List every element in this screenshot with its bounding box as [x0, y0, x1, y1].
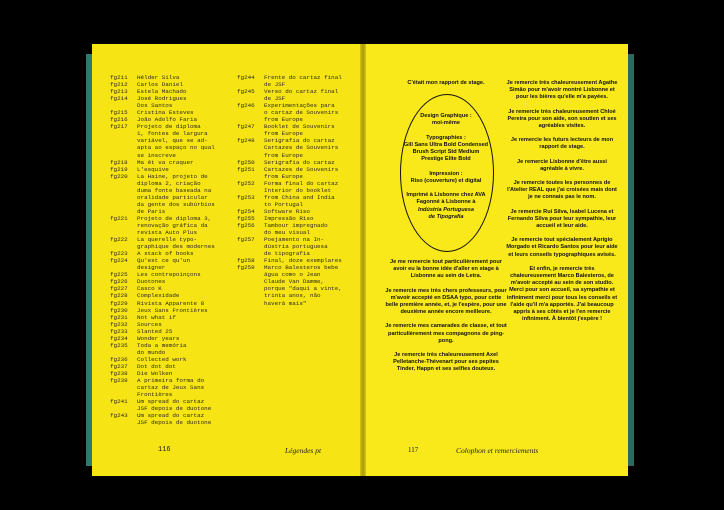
left-page — [92, 44, 360, 476]
caption-row — [110, 215, 215, 222]
left-section-title: Légendes pt — [285, 446, 322, 455]
caption-row — [110, 356, 215, 363]
caption-text: Toda a memória — [137, 341, 187, 349]
caption-text: Marco Balesteros bebe — [264, 264, 339, 272]
caption-text: Um spread do cartaz — [137, 398, 205, 406]
caption-row — [110, 102, 215, 109]
caption-text: de JSF — [264, 95, 286, 103]
caption-row — [110, 229, 215, 236]
caption-row — [237, 123, 342, 130]
caption-text: trinta anos, não — [264, 292, 321, 300]
caption-row — [110, 328, 215, 335]
caption-text: Casco K — [137, 285, 162, 293]
caption-row — [110, 278, 215, 285]
caption-text: from Europe — [264, 130, 303, 138]
caption-text: Jeux Sans Frontières — [137, 306, 208, 314]
caption-row — [237, 130, 342, 137]
figure-ref: fg234 — [110, 334, 128, 342]
caption-row — [237, 278, 342, 285]
caption-row — [110, 137, 215, 144]
caption-text: da gente dos subúrbios — [137, 200, 215, 208]
caption-text: Die Wolken — [137, 369, 173, 377]
caption-row — [237, 292, 342, 299]
figure-ref: fg237 — [110, 362, 128, 370]
right-page-number: 117 — [408, 446, 419, 454]
thanks-paragraph: Je remercie Rui Silva, Isabel Lucena et Fernando Silva pour leur sympathie, leur accueil et leur aide. — [507, 208, 617, 230]
caption-row — [110, 264, 215, 271]
caption-text: from Europe — [264, 116, 303, 124]
caption-text: Slanted 25 — [137, 327, 173, 335]
caption-text: Rivista Apparente 8 — [137, 299, 205, 307]
caption-row — [110, 194, 215, 201]
caption-row — [237, 229, 342, 236]
colophon-line: Brush Script Std Medium — [412, 149, 480, 155]
colophon-text — [388, 113, 504, 221]
caption-text: Estela Machado — [137, 88, 187, 96]
caption-row — [237, 300, 342, 307]
caption-text: 1, fontes de largura — [137, 130, 208, 138]
caption-text: de tipografia — [264, 250, 310, 258]
caption-text: Cartazes de Souvenirs — [264, 165, 339, 173]
caption-row — [237, 109, 342, 116]
colophon-line: Riso (couverture) et digital — [410, 177, 482, 184]
caption-row — [237, 201, 342, 208]
caption-row — [110, 123, 215, 130]
caption-row — [110, 109, 215, 116]
caption-row — [110, 405, 215, 412]
caption-text: Dos Santos — [137, 102, 173, 110]
caption-text: Claude Van Damme, — [264, 278, 325, 286]
figure-ref: fg258 — [237, 257, 255, 265]
caption-row — [237, 187, 342, 194]
figure-ref: fg246 — [237, 102, 255, 110]
caption-row — [237, 194, 342, 201]
figure-ref: fg229 — [110, 299, 128, 307]
thanks-paragraph: Je remercie Lisbonne d'être aussi agréable à vivre. — [517, 158, 607, 172]
caption-row — [237, 88, 342, 95]
colophon-line — [388, 163, 504, 170]
colophon-line — [388, 185, 504, 192]
figure-ref: fg250 — [237, 158, 255, 166]
caption-row — [110, 116, 215, 123]
figure-ref: fg255 — [237, 214, 255, 222]
colophon-line: Gill Sans Ultra Bold Condensed — [403, 141, 489, 148]
caption-text: from Europe — [264, 172, 303, 180]
booklet-right-edge — [628, 54, 634, 466]
caption-row — [110, 201, 215, 208]
thanks-paragraph: Je remercie toutes les personnes de l'Atelier REAL que j'ai croisées mais dont je ne connais pas le nom. — [507, 180, 617, 201]
figure-ref: fg230 — [110, 306, 128, 314]
caption-text: Forma final do cartaz — [264, 179, 339, 187]
caption-text: A primeira forma do — [137, 377, 205, 385]
caption-text: variável, que se ad- — [137, 137, 208, 145]
caption-text: Complexidade — [137, 292, 180, 300]
caption-text: do mundo — [137, 348, 166, 356]
figure-ref: fg239 — [110, 377, 128, 385]
caption-text: graphique des modernes — [137, 243, 215, 251]
caption-row — [110, 257, 215, 264]
figure-ref: fg236 — [110, 355, 128, 363]
figure-ref: fg259 — [237, 264, 255, 272]
caption-text: se inscreve — [137, 151, 176, 159]
caption-text: Software Riso — [264, 207, 310, 215]
figure-ref: fg216 — [110, 116, 128, 124]
thanks-paragraph: Je remercie tout spécialement Aprígio Morgado et Ricardo Santos pour leur aide et leurs conseils typographiques avisés. — [506, 237, 618, 258]
caption-row — [110, 321, 215, 328]
caption-text: Tambour impregnado — [264, 221, 328, 229]
colophon-line: moi-même — [432, 120, 460, 127]
thanks-paragraph: Je remercie mes très chers professeurs, pour m'avoir accepté en DSAA typo, pour cette belle première année, et, je l'espère, pour une deuxième année encore meilleure. — [385, 287, 507, 316]
caption-text: Hélder Silva — [137, 74, 180, 81]
figure-ref: fg223 — [110, 250, 128, 258]
figure-ref: fg221 — [110, 214, 128, 222]
caption-text: Booklet de Souvenirs — [264, 123, 335, 131]
caption-row — [110, 419, 215, 426]
thanks-left-column — [384, 259, 508, 381]
thanks-right-column — [506, 80, 618, 330]
caption-text: Serigrafia do cartaz — [264, 137, 335, 145]
colophon-line: de Tipografia — [428, 213, 464, 220]
figure-ref: fg213 — [110, 88, 128, 96]
caption-text: Verso do cartaz final — [264, 88, 339, 96]
caption-text: A stack of books — [137, 250, 194, 258]
caption-row — [237, 285, 342, 292]
figure-ref: fg217 — [110, 123, 128, 131]
caption-text: Cristina Esteves — [137, 109, 194, 117]
colophon-line: Imprimé à Lisbonne chez AVA — [406, 192, 486, 199]
caption-row — [110, 363, 215, 370]
caption-text: La Haine, projeto de — [137, 172, 208, 180]
caption-text: Serigrafia do cartaz — [264, 158, 335, 166]
caption-text: from Europe — [264, 151, 303, 159]
caption-text: from China and India — [264, 193, 335, 201]
caption-row — [110, 208, 215, 215]
colophon-line: Design Graphique : — [420, 113, 472, 119]
caption-row — [110, 377, 215, 384]
thanks-paragraph: Et enfin, je remercie très chaleureusement Marco Balesteros, de m'avoir accepté au sein de son studio. Merci pour son accueil, sa sympathie et infiniment merci pour tous les conseils et l'aide qu'il m'a apportés. J'ai beaucoup appris à ses côtés et je l'en remercie infiniment. À bientôt j'espère ! — [506, 265, 618, 323]
caption-row — [237, 208, 342, 215]
caption-row — [237, 264, 342, 271]
figure-ref: fg243 — [110, 412, 128, 420]
caption-row — [237, 180, 342, 187]
caption-row — [110, 250, 215, 257]
caption-text: La querelle typo- — [137, 236, 198, 244]
caption-text: JSF depois de duotone — [137, 405, 212, 413]
caption-row — [237, 144, 342, 151]
figure-ref: fg212 — [110, 81, 128, 89]
caption-text: João Adolfo Faria — [137, 116, 198, 124]
caption-row — [237, 215, 342, 222]
caption-text: cartaz de Jeux Sans — [137, 384, 205, 392]
caption-text: do meu visual — [264, 229, 310, 237]
figure-ref: fg227 — [110, 285, 128, 293]
figure-ref: fg228 — [110, 292, 128, 300]
caption-row — [237, 116, 342, 123]
caption-row — [237, 222, 342, 229]
caption-text: Projeto de diploma 3, — [137, 214, 212, 222]
figure-ref: fg231 — [110, 313, 128, 321]
caption-text: de Paris — [137, 207, 166, 215]
caption-row — [110, 349, 215, 356]
caption-text: Carlos Daniel — [137, 81, 183, 89]
figure-ref: fg215 — [110, 109, 128, 117]
caption-text: Collected work — [137, 355, 187, 363]
caption-row — [110, 187, 215, 194]
right-page — [366, 44, 628, 476]
caption-row — [110, 180, 215, 187]
caption-text: Les contrepoinçons — [137, 271, 201, 279]
figure-ref: fg244 — [237, 74, 255, 81]
colophon-line: Prestige Elite Bold — [421, 156, 471, 163]
figure-ref: fg248 — [237, 137, 255, 145]
caption-text: Um spread do cartaz — [137, 412, 205, 420]
caption-text: renovação gráfica da — [137, 221, 208, 229]
stage-line: C'était mon rapport de stage. — [407, 80, 485, 86]
caption-text: Projeto de diploma — [137, 123, 201, 131]
colophon-line: Impression : — [429, 170, 463, 177]
figure-ref: fg252 — [237, 179, 255, 187]
caption-text: diploma 2, criação — [137, 179, 201, 187]
caption-text: designer — [137, 264, 166, 272]
colophon-line — [388, 127, 504, 134]
caption-row — [110, 74, 215, 81]
caption-row — [237, 95, 342, 102]
figure-ref: fg220 — [110, 172, 128, 180]
caption-text: Poejamento na In- — [264, 236, 325, 244]
caption-row — [237, 166, 342, 173]
figure-ref: fg257 — [237, 236, 255, 244]
caption-row — [237, 81, 342, 88]
caption-text: de JSF — [264, 81, 286, 89]
right-section-title: Colophon et remerciements — [456, 446, 539, 455]
colophon-line: Fagonné à Lisbonne à — [416, 199, 476, 206]
figure-ref: fg238 — [110, 369, 128, 377]
thanks-paragraph: Je me remercie tout particulièrement pour avoir eu la bonne idée d'aller en stage à Lisbonne au sein de Letra. — [390, 259, 502, 280]
caption-row — [110, 159, 215, 166]
caption-text: dústria portuguesa — [264, 243, 328, 251]
caption-row — [110, 81, 215, 88]
caption-row — [110, 335, 215, 342]
caption-row — [237, 250, 342, 257]
figure-ref: fg219 — [110, 165, 128, 173]
thanks-paragraph: Je remercie très chaleureusement Axel Pelletanche-Thévenart pour ses pepites Tinder, Happn et ses selfies douteux. — [393, 352, 499, 373]
caption-row — [110, 342, 215, 349]
caption-text: oralidade particular — [137, 193, 208, 201]
caption-text: porque "daqui a vinte, — [264, 285, 342, 293]
captions-column-1 — [110, 74, 215, 426]
figure-ref: fg235 — [110, 341, 128, 349]
caption-row — [110, 292, 215, 299]
caption-row — [110, 300, 215, 307]
figure-ref: fg214 — [110, 95, 128, 103]
caption-row — [237, 159, 342, 166]
caption-row — [110, 166, 215, 173]
figure-ref: fg247 — [237, 123, 255, 131]
figure-ref: fg224 — [110, 257, 128, 265]
caption-text: L'esquive — [137, 165, 169, 173]
figure-ref: fg218 — [110, 158, 128, 166]
caption-row — [110, 222, 215, 229]
caption-row — [110, 144, 215, 151]
caption-row — [110, 236, 215, 243]
caption-row — [110, 391, 215, 398]
figure-ref: fg256 — [237, 221, 255, 229]
caption-text: revista Auto Plus — [137, 229, 198, 237]
caption-row — [237, 152, 342, 159]
caption-text: Not what if — [137, 313, 176, 321]
caption-text: Frontières — [137, 391, 173, 399]
caption-row — [110, 384, 215, 391]
caption-text: água como o Jean — [264, 271, 321, 279]
caption-text: Impressão Riso — [264, 214, 314, 222]
caption-row — [110, 285, 215, 292]
figure-ref: fg211 — [110, 74, 128, 81]
caption-text: Duotones — [137, 278, 166, 286]
caption-text: duma fonte baseada na — [137, 186, 212, 194]
thanks-paragraph: Je remercie très chaleureusement Agathe Simão pour m'avoir montré Lisbonne et pour les bières qu'elle m'a payées. — [506, 80, 618, 101]
colophon-line: Indústria Portuguesa — [418, 206, 474, 213]
figure-ref: fg232 — [110, 320, 128, 328]
figure-ref: fg245 — [237, 88, 255, 96]
captions-column-2 — [237, 74, 342, 307]
left-page-number: 116 — [158, 446, 171, 454]
thanks-paragraph: Je remercie très chaleureusement Chloé Pereira pour son aide, son soutien et ses agréables visites. — [507, 108, 617, 130]
caption-row — [237, 137, 342, 144]
figure-ref: fg233 — [110, 327, 128, 335]
figure-ref: fg253 — [237, 193, 255, 201]
caption-text: apta ao espaço no qual — [137, 144, 215, 152]
caption-row — [237, 74, 342, 81]
caption-text: Dot dot dot — [137, 362, 176, 370]
caption-row — [110, 370, 215, 377]
caption-text: Final, doze exemplares — [264, 257, 342, 265]
caption-row — [237, 243, 342, 250]
thanks-paragraph: Je remercie les futurs lecteurs de mon rapport de stage. — [510, 137, 614, 151]
caption-row — [110, 314, 215, 321]
caption-row — [110, 412, 215, 419]
caption-row — [237, 236, 342, 243]
caption-row — [237, 173, 342, 180]
figure-ref: fg226 — [110, 278, 128, 286]
figure-ref: fg251 — [237, 165, 255, 173]
figure-ref: fg225 — [110, 271, 128, 279]
caption-text: Sources — [137, 320, 162, 328]
caption-row — [237, 102, 342, 109]
caption-text: o cartaz de Souvenirs — [264, 109, 339, 117]
caption-text: haverá mais" — [264, 299, 307, 307]
caption-row — [237, 257, 342, 264]
caption-text: to Portugal — [264, 200, 303, 208]
caption-row — [110, 88, 215, 95]
caption-row — [110, 243, 215, 250]
caption-row — [110, 130, 215, 137]
colophon-line: Typographies : — [426, 134, 466, 141]
open-booklet — [86, 44, 639, 476]
thanks-paragraph: Je remercie mes camarades de classe, et tout particulièrement mes compagnons de ping-pong. — [385, 323, 507, 344]
caption-text: Experimentações para — [264, 102, 335, 110]
caption-text: Frente do cartaz final — [264, 74, 342, 81]
caption-row — [110, 173, 215, 180]
caption-row — [237, 271, 342, 278]
caption-row — [110, 307, 215, 314]
figure-ref: fg222 — [110, 236, 128, 244]
caption-row — [110, 271, 215, 278]
caption-text: Cartazes de Souvenirs — [264, 144, 339, 152]
caption-text: Ma ét va craquer — [137, 158, 194, 166]
caption-text: Qu'est ce qu'un — [137, 257, 191, 265]
caption-row — [110, 95, 215, 102]
caption-text: Wonder years — [137, 334, 180, 342]
caption-text: JSF depois de duotone — [137, 419, 212, 427]
caption-row — [110, 398, 215, 405]
caption-text: Interior do booklet — [264, 186, 332, 194]
figure-ref: fg254 — [237, 207, 255, 215]
caption-text: José Rodrigues — [137, 95, 187, 103]
figure-ref: fg241 — [110, 398, 128, 406]
caption-row — [110, 152, 215, 159]
